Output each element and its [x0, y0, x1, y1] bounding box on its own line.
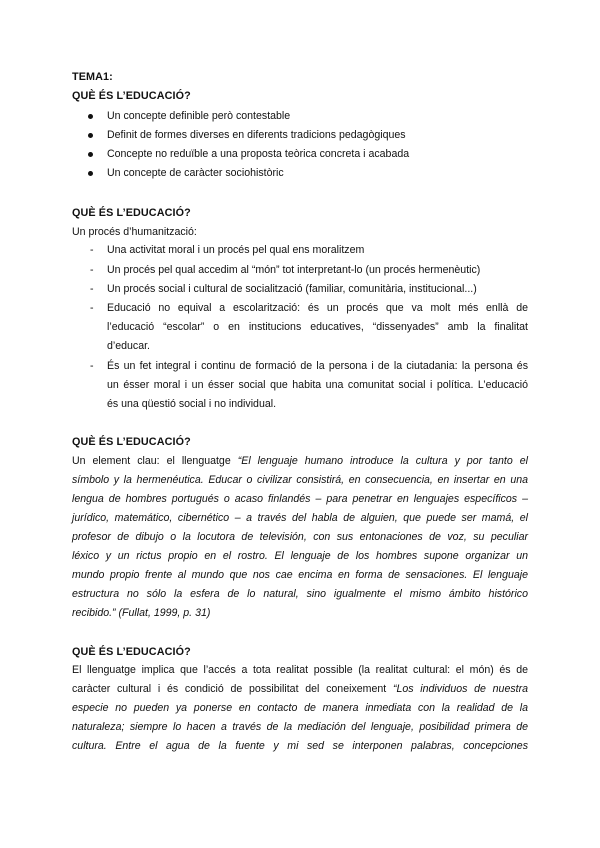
bullet-icon [88, 152, 93, 157]
section2-intro: Un procés d’humanització: [72, 226, 197, 238]
text-line: naturaleza; siempre lo hacen a través de la mediación del lenguaje, posibilidad primera de [72, 721, 528, 733]
dash-icon: - [90, 283, 94, 295]
bullet-text: Definit de formes diverses en diferents tradicions pedagògiques [107, 129, 406, 141]
text-line: lengua de hombres portugués o acaso finlandés – para penetrar en lenguajes específicos – [72, 493, 528, 505]
dash-icon: - [90, 244, 94, 256]
text-line: és una qüestió social i no individual. [107, 398, 277, 410]
bullet-text: Concepte no reduïble a una proposta teòrica concreta i acabada [107, 148, 410, 160]
quote-text: “El lenguaje humano introduce la cultura y por tanto el [237, 455, 528, 467]
text-line: El llenguatge implica que l’accés a tota realitat possible (la realitat cultural: el món) és de [72, 664, 528, 676]
bullet-icon [88, 171, 93, 176]
text-line: d’educar. [107, 340, 150, 352]
plain-text: Un element clau: el llenguatge [72, 455, 238, 467]
text-line: estructura no sólo la esfera de lo natural, sino igualmente el mismo ámbito histórico [72, 588, 528, 600]
section2-heading: QUÈ ÉS L’EDUCACIÓ? [72, 207, 191, 219]
section3-heading: QUÈ ÉS L’EDUCACIÓ? [72, 436, 191, 448]
text-line: recibido.” (Fullat, 1999, p. 31) [72, 607, 211, 619]
text-line [72, 454, 528, 473]
text-line [72, 682, 528, 701]
section4-heading: QUÈ ÉS L’EDUCACIÓ? [72, 646, 191, 658]
bullet-text: Un concepte definible però contestable [107, 110, 291, 122]
section4-paragraph [72, 663, 528, 758]
bullet-icon [88, 133, 93, 138]
section3-paragraph [72, 454, 528, 625]
item-paragraph [107, 301, 528, 358]
text-line: cultura. Entre el agua de la fuente y mi sed se interponen palabras, concepciones [72, 740, 528, 752]
text-line: Educació no equival a escolarització: és un procés que va molt més enllà de [107, 302, 528, 314]
quote-text: “Los individuos de nuestra [392, 683, 528, 695]
item-text: Una activitat moral i un procés pel qual ens moralitzem [107, 244, 365, 256]
text-line: profesor de dibujo o la locutora de televisión, con sus entonaciones de voz, su peculiar [72, 531, 528, 543]
text-line: especie no pueden ya ponerse en contacto de manera inmediata con la realidad de la [72, 702, 528, 714]
dash-icon: - [90, 264, 94, 276]
bullet-icon [88, 114, 93, 119]
dash-icon: - [90, 360, 94, 372]
section1-heading: QUÈ ÉS L’EDUCACIÓ? [72, 90, 191, 102]
item-text: Un procés pel qual accedim al “món” tot interpretant-lo (un procés hermenèutic) [107, 264, 481, 276]
text-line: jurídico, matemático, cibernético – a través del habla de alguien, que puede ser mamá, el [72, 512, 528, 524]
text-line: un ésser moral i un ésser social que habita una comunitat social i política. L’educació [107, 379, 528, 391]
text-line: léxico y un rictus propio en el rostro. El lenguaje de los hombres supone organizar un [72, 550, 528, 562]
plain-text: caràcter cultural i és condició de possibilitat del coneixement [72, 683, 393, 695]
item-paragraph [107, 359, 528, 416]
bullet-text: Un concepte de caràcter sociohistòric [107, 167, 284, 179]
text-line: mundo propio frente al mundo que nos cae encima en forma de sensaciones. El lenguaje [72, 569, 528, 581]
text-line: l’educació “escolar” o en institucions educatives, “dissenyades” amb la finalitat [107, 321, 528, 333]
item-text: Un procés social i cultural de socialització (familiar, comunitària, institucional...) [107, 283, 477, 295]
topic-label: TEMA1: [72, 71, 113, 83]
text-line: símbolo y la hermenéutica. Educar o civilizar consistirá, en consecuencia, en insertar en una [72, 474, 528, 486]
text-line: És un fet integral i continu de formació de la persona i de la ciutadania: la persona és [107, 360, 528, 372]
dash-icon: - [90, 302, 94, 314]
